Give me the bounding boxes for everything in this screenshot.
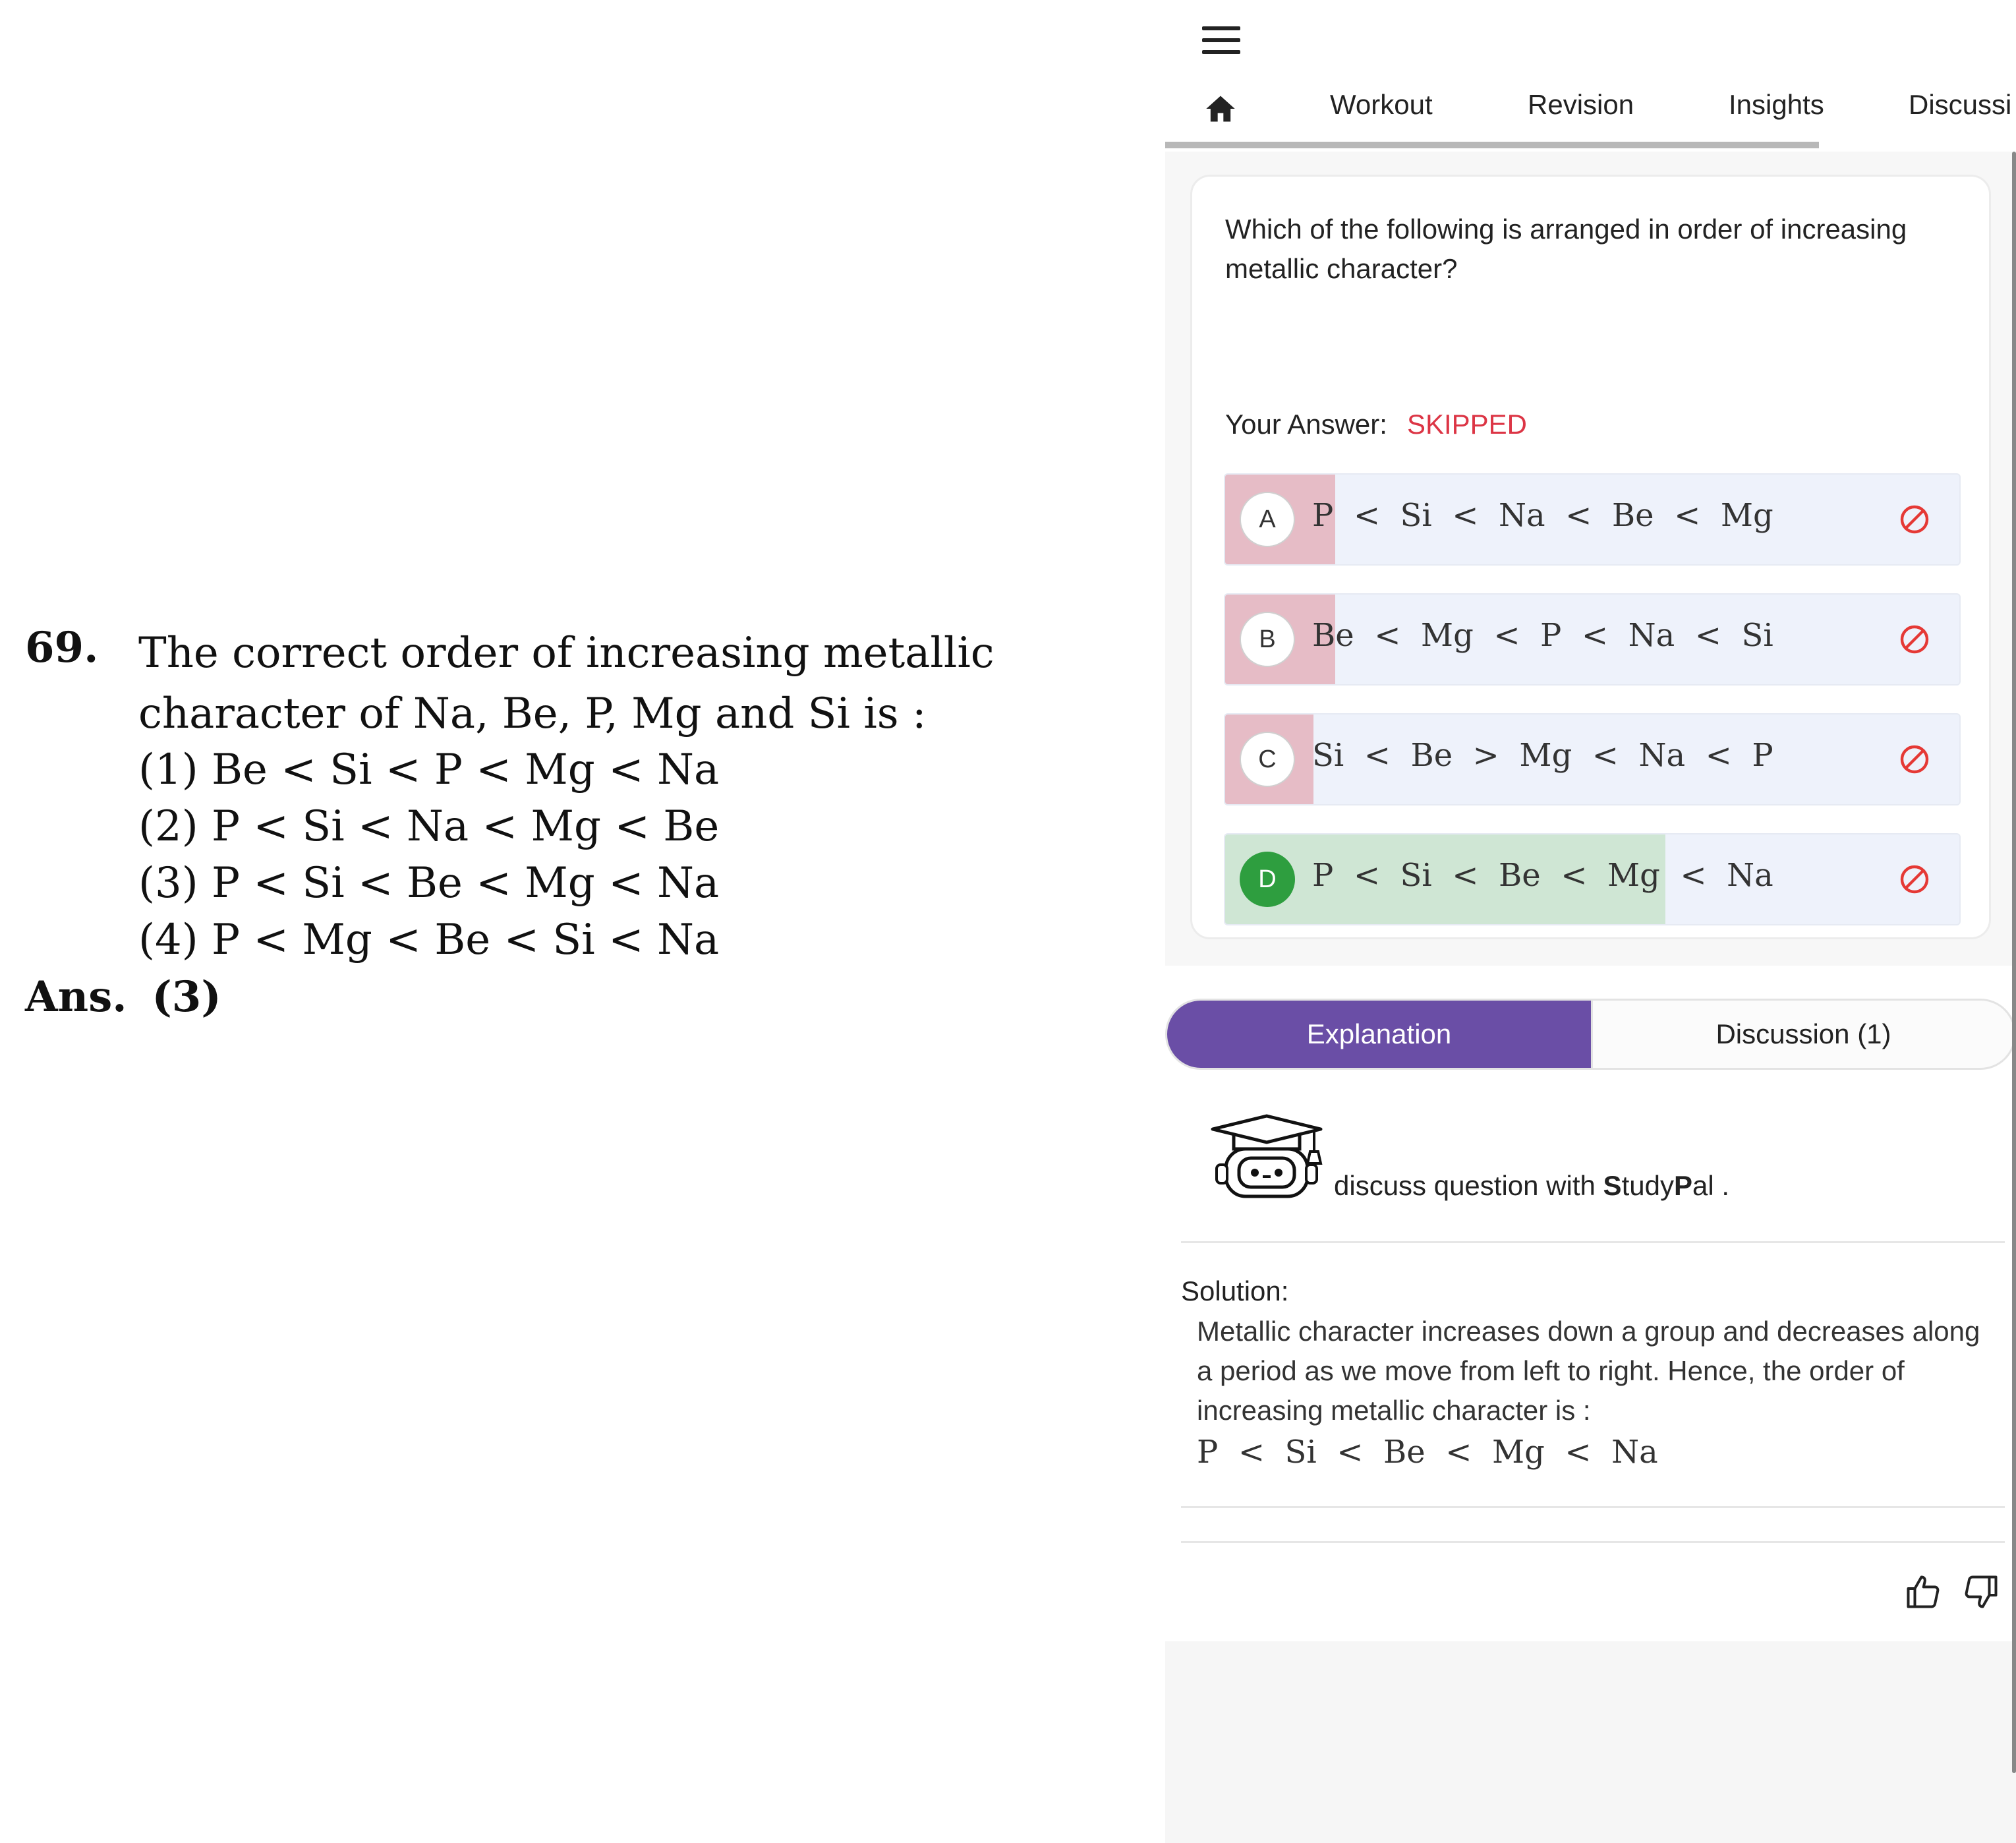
app-panel xyxy=(1165,0,2016,1843)
answer-status: SKIPPED xyxy=(1406,409,1528,440)
divider xyxy=(1181,1506,2005,1508)
answer-label: Ans. xyxy=(25,972,127,1022)
not-allowed-icon xyxy=(1899,504,1930,535)
not-allowed-icon xyxy=(1899,863,1930,895)
scrollbar[interactable] xyxy=(2012,152,2016,1773)
thumbs-down-icon[interactable] xyxy=(1961,1572,2001,1612)
option-b[interactable] xyxy=(1224,593,1961,686)
app-bottom-area xyxy=(1165,1641,2016,1843)
question-option-3: (3) P < Si < Be < Mg < Na xyxy=(138,859,720,908)
studypal-s: S xyxy=(1603,1170,1622,1201)
question-options xyxy=(138,742,719,968)
option-d[interactable] xyxy=(1224,833,1961,925)
option-a[interactable] xyxy=(1224,473,1961,566)
option-b-letter: B xyxy=(1240,612,1295,667)
studypal-al: al xyxy=(1692,1170,1714,1201)
divider xyxy=(1181,1541,2005,1543)
tab-revision[interactable]: Revision xyxy=(1528,89,1634,120)
question-text: The correct order of increasing metallic character of Na, Be, P, Mg and Si is : xyxy=(138,629,994,738)
divider xyxy=(1181,1241,2005,1243)
question-card xyxy=(1190,175,1991,939)
not-allowed-icon xyxy=(1899,744,1930,775)
tab-discussion[interactable]: Discussi xyxy=(1909,89,2012,120)
studypal-tudy: tudy xyxy=(1621,1170,1674,1201)
option-b-text: Be < Mg < P < Na < Si xyxy=(1312,617,1773,654)
robot-graduate-icon xyxy=(1207,1111,1326,1203)
studypal-prefix: discuss question with xyxy=(1334,1170,1603,1201)
explanation-discussion-tabs xyxy=(1165,999,2016,1070)
your-answer-label: Your Answer: xyxy=(1225,409,1387,440)
answer-value: (3) xyxy=(152,972,221,1022)
option-a-text: P < Si < Na < Be < Mg xyxy=(1312,497,1773,534)
tab-workout[interactable]: Workout xyxy=(1330,89,1433,120)
thumbs-up-icon[interactable] xyxy=(1903,1572,1943,1612)
studypal-link[interactable] xyxy=(1334,1170,1729,1202)
option-d-text: P < Si < Be < Mg < Na xyxy=(1312,857,1773,894)
studypal-row xyxy=(1207,1111,1998,1203)
studypal-p: P xyxy=(1673,1170,1692,1201)
nav-scroll-indicator xyxy=(1165,142,1819,148)
hamburger-menu-icon[interactable] xyxy=(1202,26,1240,54)
tab-insights[interactable]: Insights xyxy=(1729,89,1824,120)
option-c-text: Si < Be > Mg < Na < P xyxy=(1312,737,1773,774)
question-option-2: (2) P < Si < Na < Mg < Be xyxy=(138,802,720,851)
studypal-suffix: . xyxy=(1714,1170,1730,1201)
answer-line xyxy=(25,972,221,1022)
solution-formula: P < Si < Be < Mg < Na xyxy=(1197,1434,1658,1471)
tab-discussion-count[interactable]: Discussion (1) xyxy=(1591,1001,2014,1068)
question-option-1: (1) Be < Si < P < Mg < Na xyxy=(138,746,720,794)
solution-text: Metallic character increases down a group and decreases along a period as we move from left to right. Hence, the order of increasing metallic character is : xyxy=(1197,1316,1980,1426)
question-option-4: (4) P < Mg < Be < Si < Na xyxy=(138,916,720,964)
home-icon[interactable] xyxy=(1203,92,1238,126)
tab-explanation[interactable]: Explanation xyxy=(1167,1001,1591,1068)
option-d-letter: D xyxy=(1240,852,1295,907)
option-c[interactable] xyxy=(1224,713,1961,805)
option-c-letter: C xyxy=(1240,732,1295,787)
solution-label: Solution: xyxy=(1181,1275,1289,1306)
question-number: 69. xyxy=(25,623,99,672)
option-a-letter: A xyxy=(1240,492,1295,547)
your-answer-row xyxy=(1225,409,1527,440)
nav-bar xyxy=(1165,76,2016,142)
not-allowed-icon xyxy=(1899,624,1930,655)
question-title: Which of the following is arranged in order of increasing metallic character? xyxy=(1225,214,1907,284)
